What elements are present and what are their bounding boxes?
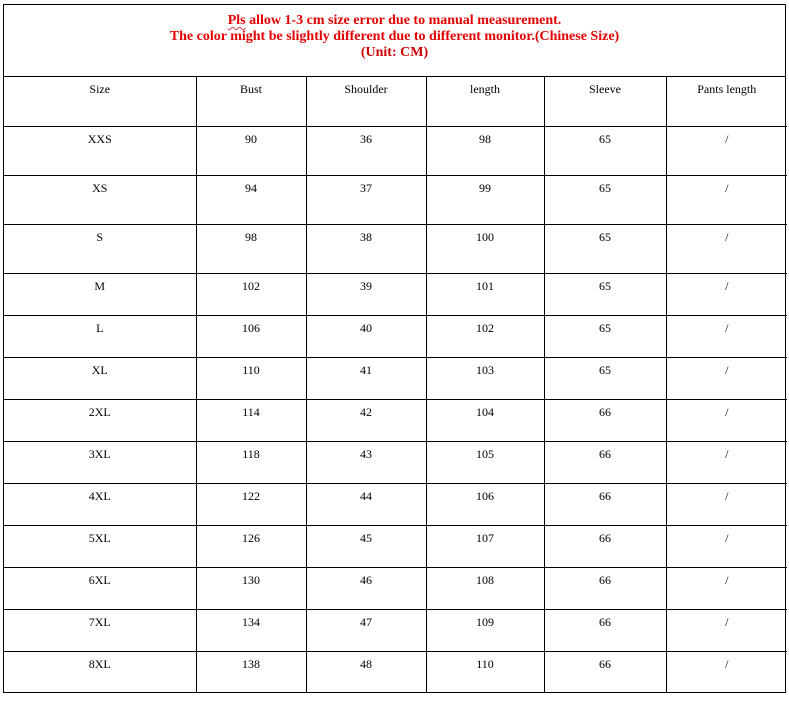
cell-pants-length: /	[666, 483, 787, 525]
cell-bust: 102	[196, 273, 306, 315]
cell-size: XL	[4, 357, 196, 399]
column-header-length: length	[426, 77, 544, 126]
cell-bust: 114	[196, 399, 306, 441]
cell-bust: 118	[196, 441, 306, 483]
cell-bust: 90	[196, 126, 306, 175]
cell-shoulder: 44	[306, 483, 426, 525]
cell-size: XXS	[4, 126, 196, 175]
size-table	[4, 77, 787, 693]
cell-length: 100	[426, 224, 544, 273]
table-row	[4, 651, 787, 693]
cell-bust: 126	[196, 525, 306, 567]
cell-size: 6XL	[4, 567, 196, 609]
cell-length: 106	[426, 483, 544, 525]
column-header-size: Size	[4, 77, 196, 126]
cell-bust: 130	[196, 567, 306, 609]
cell-shoulder: 48	[306, 651, 426, 693]
cell-size: 7XL	[4, 609, 196, 651]
cell-size: 3XL	[4, 441, 196, 483]
table-header-row	[4, 77, 787, 126]
cell-size: 4XL	[4, 483, 196, 525]
table-row	[4, 609, 787, 651]
cell-sleeve: 65	[544, 175, 666, 224]
table-row	[4, 315, 787, 357]
cell-shoulder: 38	[306, 224, 426, 273]
notice-header	[4, 5, 785, 77]
cell-shoulder: 39	[306, 273, 426, 315]
cell-pants-length: /	[666, 315, 787, 357]
cell-pants-length: /	[666, 175, 787, 224]
cell-shoulder: 45	[306, 525, 426, 567]
cell-pants-length: /	[666, 567, 787, 609]
cell-sleeve: 66	[544, 567, 666, 609]
cell-pants-length: /	[666, 224, 787, 273]
cell-pants-length: /	[666, 609, 787, 651]
cell-pants-length: /	[666, 126, 787, 175]
cell-shoulder: 41	[306, 357, 426, 399]
column-header-pants-length: Pants length	[666, 77, 787, 126]
cell-length: 104	[426, 399, 544, 441]
table-row	[4, 273, 787, 315]
cell-length: 107	[426, 525, 544, 567]
column-header-bust: Bust	[196, 77, 306, 126]
cell-size: XS	[4, 175, 196, 224]
cell-sleeve: 65	[544, 126, 666, 175]
cell-length: 98	[426, 126, 544, 175]
cell-shoulder: 36	[306, 126, 426, 175]
cell-pants-length: /	[666, 273, 787, 315]
cell-pants-length: /	[666, 357, 787, 399]
cell-pants-length: /	[725, 656, 729, 671]
cell-shoulder: 47	[306, 609, 426, 651]
cell-size: 8XL	[4, 651, 196, 693]
cell-sleeve: 65	[544, 224, 666, 273]
cell-pants-length: /	[666, 399, 787, 441]
table-row	[4, 567, 787, 609]
cell-length: 101	[426, 273, 544, 315]
table-row	[4, 175, 787, 224]
cell-length: 110	[426, 651, 544, 693]
cell-shoulder: 46	[306, 567, 426, 609]
notice-line-2: The color might be slightly different due to different monitor.(Chinese Size)	[169, 29, 620, 44]
cell-length: 105	[426, 441, 544, 483]
cell-size: M	[4, 273, 196, 315]
cell-shoulder: 37	[306, 175, 426, 224]
cell-sleeve: 66	[544, 525, 666, 567]
cell-sleeve: 66	[544, 609, 666, 651]
cell-size: 5XL	[4, 525, 196, 567]
cell-length: 102	[426, 315, 544, 357]
notice-line-1-prefix: Pls	[227, 13, 246, 28]
size-chart-sheet	[3, 4, 786, 693]
notice-line-1-rest: allow 1-3 cm size error due to manual measurement.	[245, 13, 562, 28]
table-row	[4, 126, 787, 175]
table-row	[4, 357, 787, 399]
cell-bust: 110	[196, 357, 306, 399]
table-row	[4, 525, 787, 567]
cell-sleeve: 65	[544, 273, 666, 315]
cell-shoulder: 43	[306, 441, 426, 483]
cell-length: 109	[426, 609, 544, 651]
cell-bust: 94	[196, 175, 306, 224]
cell-length: 108	[426, 567, 544, 609]
cell-sleeve: 66	[544, 483, 666, 525]
cell-sleeve: 65	[544, 315, 666, 357]
table-row	[4, 224, 787, 273]
cell-length: 103	[426, 357, 544, 399]
cell-size: L	[4, 315, 196, 357]
cell-bust: 138	[196, 651, 306, 693]
cell-shoulder: 40	[306, 315, 426, 357]
cell-length: 99	[426, 175, 544, 224]
cell-bust: 122	[196, 483, 306, 525]
cell-bust: 106	[196, 315, 306, 357]
cell-bust: 134	[196, 609, 306, 651]
cell-sleeve: 65	[544, 357, 666, 399]
table-row	[4, 441, 787, 483]
table-body	[4, 126, 787, 693]
notice-unit: (Unit: CM)	[360, 45, 429, 60]
cell-sleeve: 66	[544, 399, 666, 441]
cell-size: 2XL	[4, 399, 196, 441]
cell-shoulder: 42	[306, 399, 426, 441]
cell-sleeve: 66	[544, 441, 666, 483]
table-row	[4, 483, 787, 525]
cell-pants-length: /	[666, 525, 787, 567]
cell-sleeve: 66	[544, 651, 666, 693]
cell-pants-length: /	[666, 441, 787, 483]
cell-size: S	[4, 224, 196, 273]
cell-bust: 98	[196, 224, 306, 273]
table-row	[4, 399, 787, 441]
column-header-shoulder: Shoulder	[306, 77, 426, 126]
column-header-sleeve: Sleeve	[544, 77, 666, 126]
notice-line-1	[4, 13, 785, 29]
